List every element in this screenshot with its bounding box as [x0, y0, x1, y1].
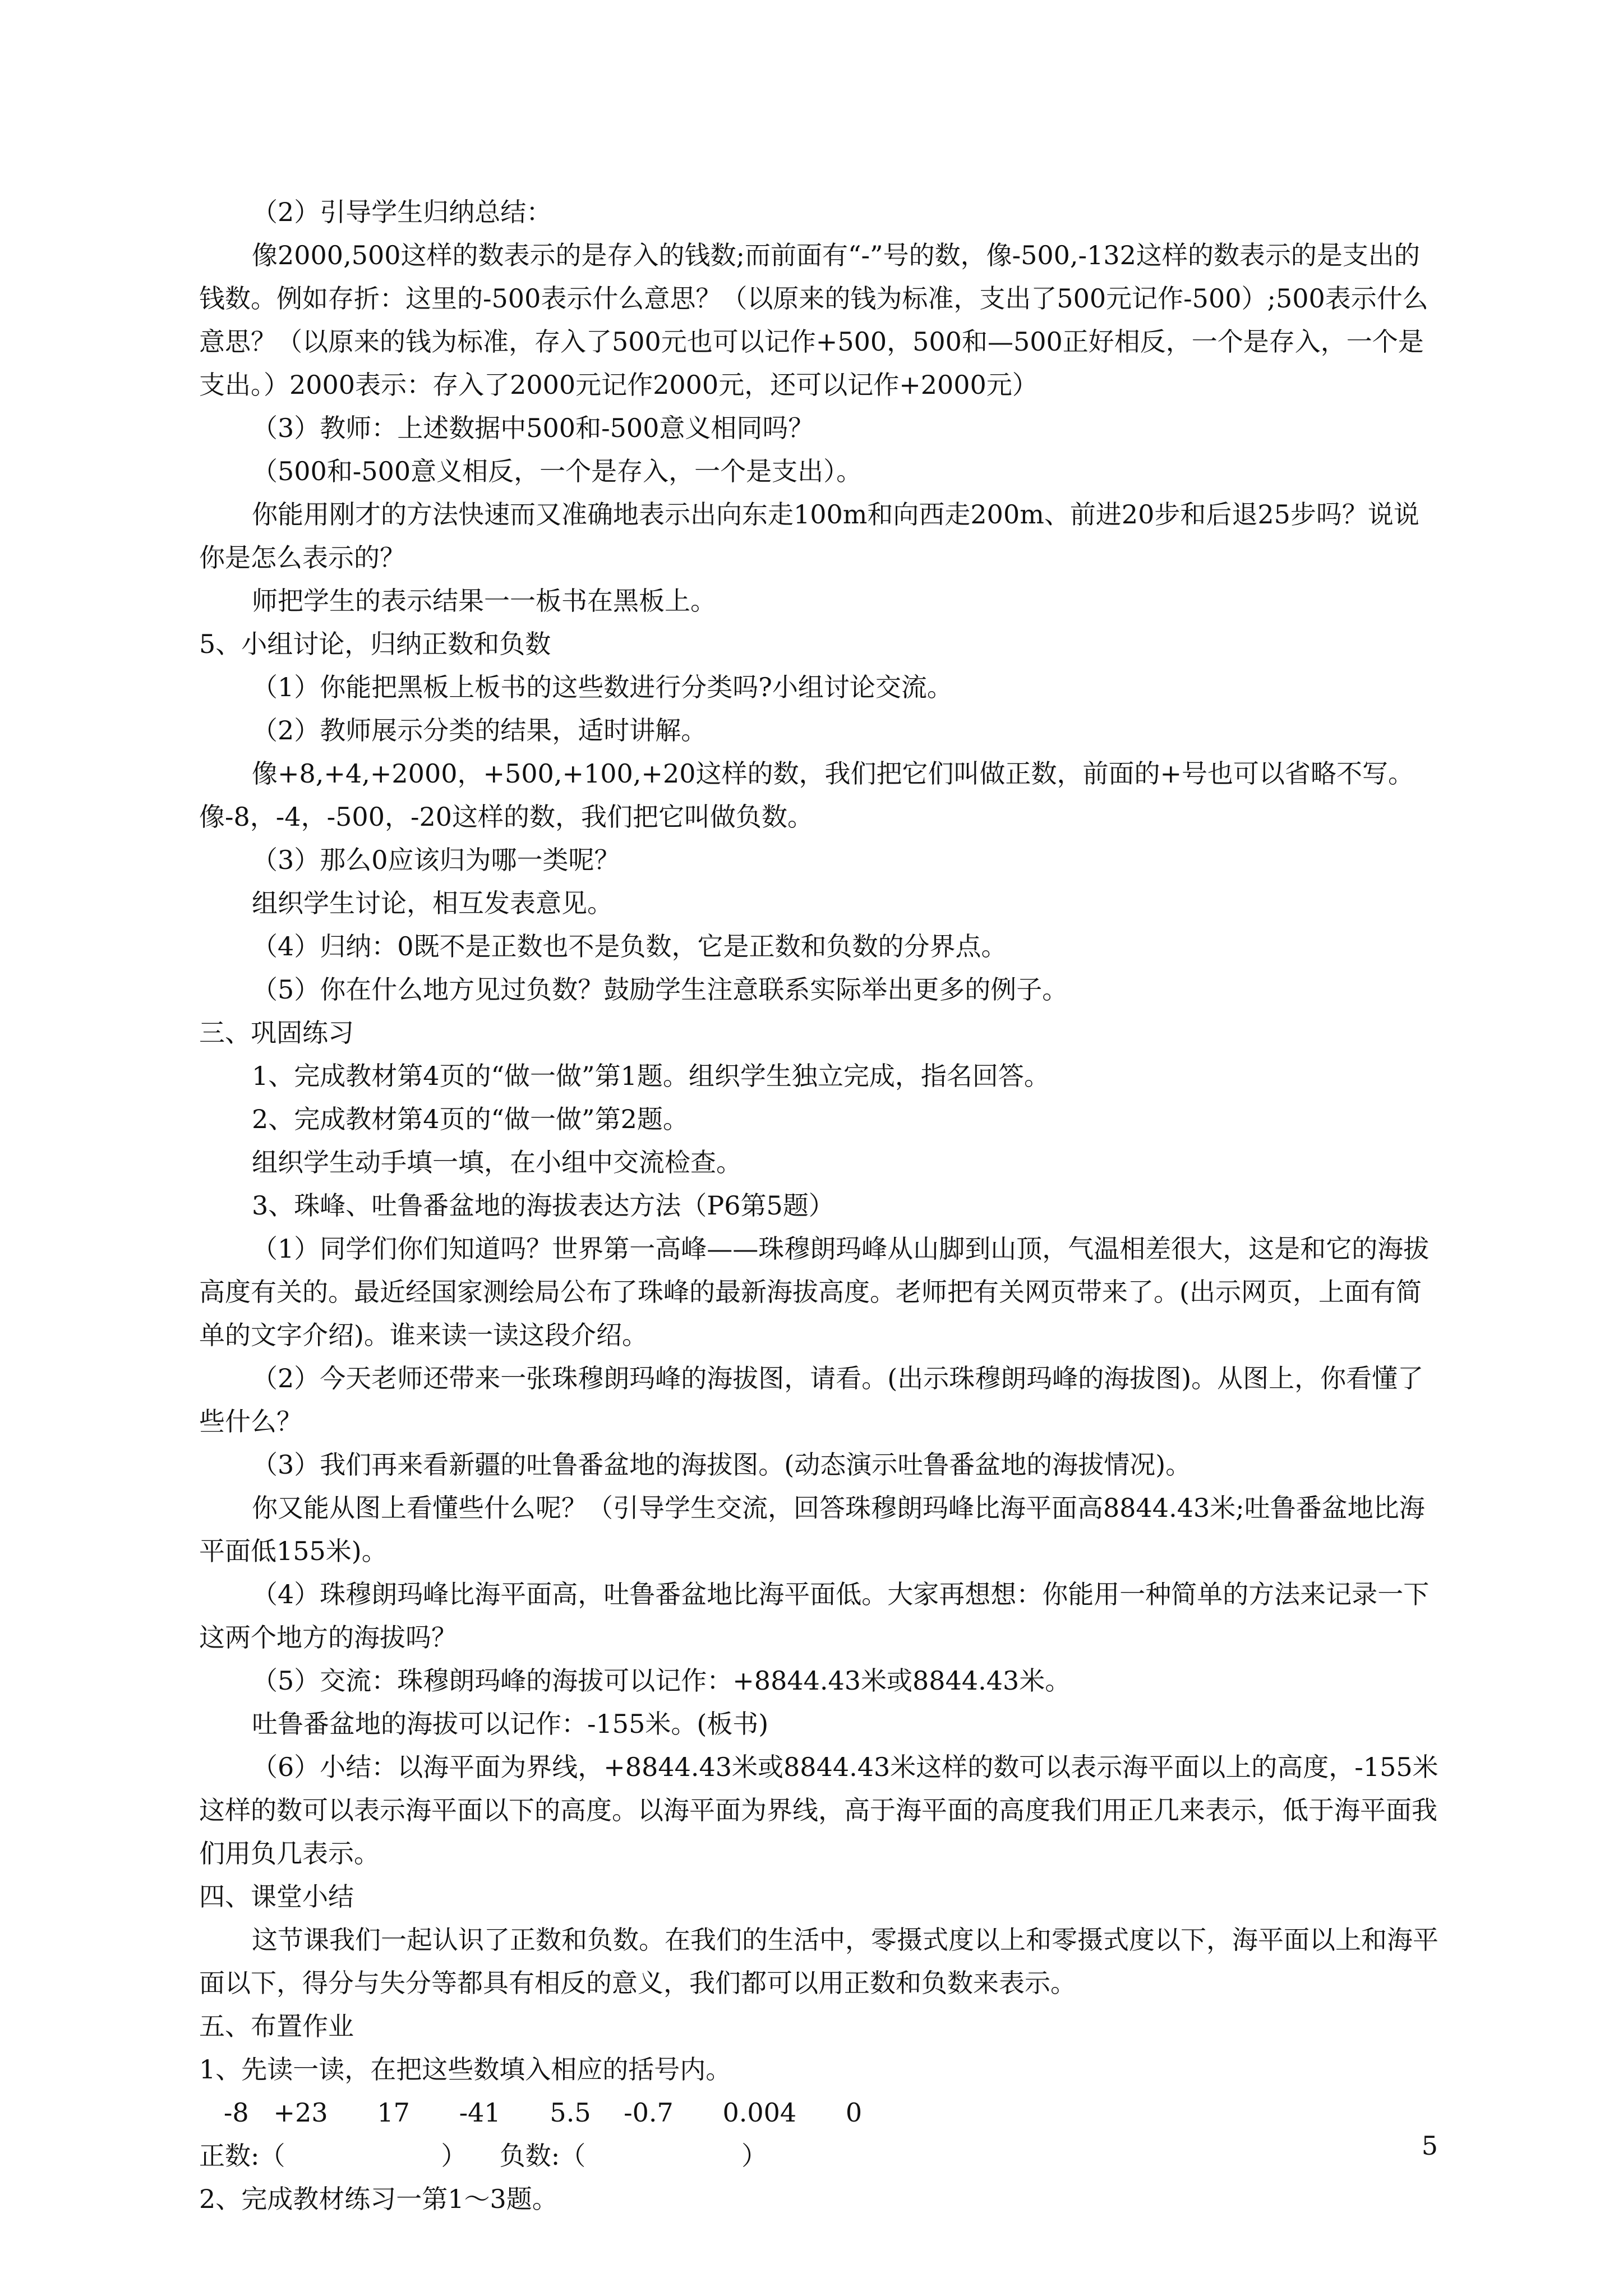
paragraph-1: （2）引导学生归纳总结：	[252, 197, 552, 227]
paragraph-14: 1、完成教材第4页的“做一做”第1题。组织学生独立完成，指名回答。	[252, 1061, 1050, 1091]
paragraph-16: 组织学生动手填一填，在小组中交流检查。	[252, 1147, 742, 1177]
section-heading-4: 四、课堂小结	[199, 1881, 354, 1912]
paragraph-9: 像+8,+4,+2000，+500,+100,+20这样的数，我们把它们叫做正数，前面的+号也可以省略不写。像-8，-4，-500，-20这样的数，我们把它叫做负数。	[199, 758, 1414, 832]
homework-item-1: 1、先读一读，在把这些数填入相应的括号内。	[199, 2054, 732, 2085]
paragraph-7: （1）你能把黑板上板书的这些数进行分类吗?小组讨论交流。	[252, 672, 953, 702]
paragraph-6: 师把学生的表示结果一一板书在黑板上。	[252, 586, 716, 616]
page-number: 5	[1421, 2131, 1438, 2161]
section-heading-5: 5、小组讨论，归纳正数和负数	[199, 629, 551, 659]
homework-item-2: 2、完成教材练习一第1～3题。	[199, 2184, 558, 2214]
paragraph-23: （5）交流：珠穆朗玛峰的海拔可以记作：+8844.43米或8844.43米。	[252, 1665, 1071, 1696]
paragraph-26: 这节课我们一起认识了正数和负数。在我们的生活中，零摄式度以上和零摄式度以下，海平面以上和海平面以下，得分与失分等都具有相反的意义，我们都可以用正数和负数来表示。	[199, 1925, 1438, 1998]
paragraph-15: 2、完成教材第4页的“做一做”第2题。	[252, 1104, 689, 1134]
paragraph-2: 像2000,500这样的数表示的是存入的钱数;而前面有“-”号的数，像-500,-132这样的数表示的是支出的钱数。例如存折：这里的-500表示什么意思？（以原来的钱为标准，支出了500元记作-500）;500表示什么意思？（以原来的钱为标准，存入了500元也可以记作+500，500和—500正好相反，一个是存入，一个是支出。）2000表示：存入了2000元记作2000元，还可以记作+2000元）	[199, 240, 1428, 400]
paragraph-20: （3）我们再来看新疆的吐鲁番盆地的海拔图。(动态演示吐鲁番盆地的海拔情况)。	[252, 1450, 1192, 1480]
page-content	[199, 191, 1438, 2221]
paragraph-3: （3）教师：上述数据中500和-500意义相同吗？	[252, 413, 814, 443]
paragraph-4: （500和-500意义相反，一个是存入，一个是支出）。	[252, 456, 863, 486]
section-heading-5b: 五、布置作业	[199, 2011, 354, 2041]
paragraph-18: （1）同学们你们知道吗？世界第一高峰——珠穆朗玛峰从山脚到山顶，气温相差很大，这是和它的海拔高度有关的。最近经国家测绘局公布了珠峰的最新海拔高度。老师把有关网页带来了。(出示网页，上面有简单的文字介绍)。谁来读一读这段介绍。	[199, 1234, 1430, 1350]
paragraph-5: 你能用刚才的方法快速而又准确地表示出向东走100m和向西走200m、前进20步和后退25步吗？说说你是怎么表示的？	[199, 499, 1419, 573]
paragraph-10: （3）那么0应该归为哪一类呢？	[252, 845, 620, 875]
paragraph-13: （5）你在什么地方见过负数？鼓励学生注意联系实际举出更多的例子。	[252, 974, 1068, 1005]
paragraph-19: （2）今天老师还带来一张珠穆朗玛峰的海拔图，请看。(出示珠穆朗玛峰的海拔图)。从图上，你看懂了些什么？	[199, 1363, 1424, 1437]
paragraph-22: （4）珠穆朗玛峰比海平面高，吐鲁番盆地比海平面低。大家再想想：你能用一种简单的方法来记录一下这两个地方的海拔吗？	[199, 1579, 1430, 1653]
paragraph-12: （4）归纳：0既不是正数也不是负数，它是正数和负数的分界点。	[252, 931, 1007, 961]
section-heading-3: 三、巩固练习	[199, 1018, 354, 1048]
numbers-row: -8 +23 17 -41 5.5 -0.7 0.004 0	[199, 2097, 863, 2128]
paragraph-8: （2）教师展示分类的结果，适时讲解。	[252, 715, 707, 746]
paragraph-24: 吐鲁番盆地的海拔可以记作：-155米。(板书)	[252, 1709, 769, 1739]
paragraph-11: 组织学生讨论，相互发表意见。	[252, 888, 613, 918]
paragraph-17: 3、珠峰、吐鲁番盆地的海拔表达方法（P6第5题）	[252, 1190, 834, 1221]
answer-row: 正数:（ ） 负数:（ ）	[199, 2141, 768, 2171]
paragraph-25: （6）小结：以海平面为界线，+8844.43米或8844.43米这样的数可以表示海平面以上的高度，-155米这样的数可以表示海平面以下的高度。以海平面为界线，高于海平面的高度我们用正几来表示，低于海平面我们用负几表示。	[199, 1752, 1438, 1869]
paragraph-21: 你又能从图上看懂些什么呢？（引导学生交流，回答珠穆朗玛峰比海平面高8844.43米;吐鲁番盆地比海平面低155米)。	[199, 1493, 1425, 1566]
